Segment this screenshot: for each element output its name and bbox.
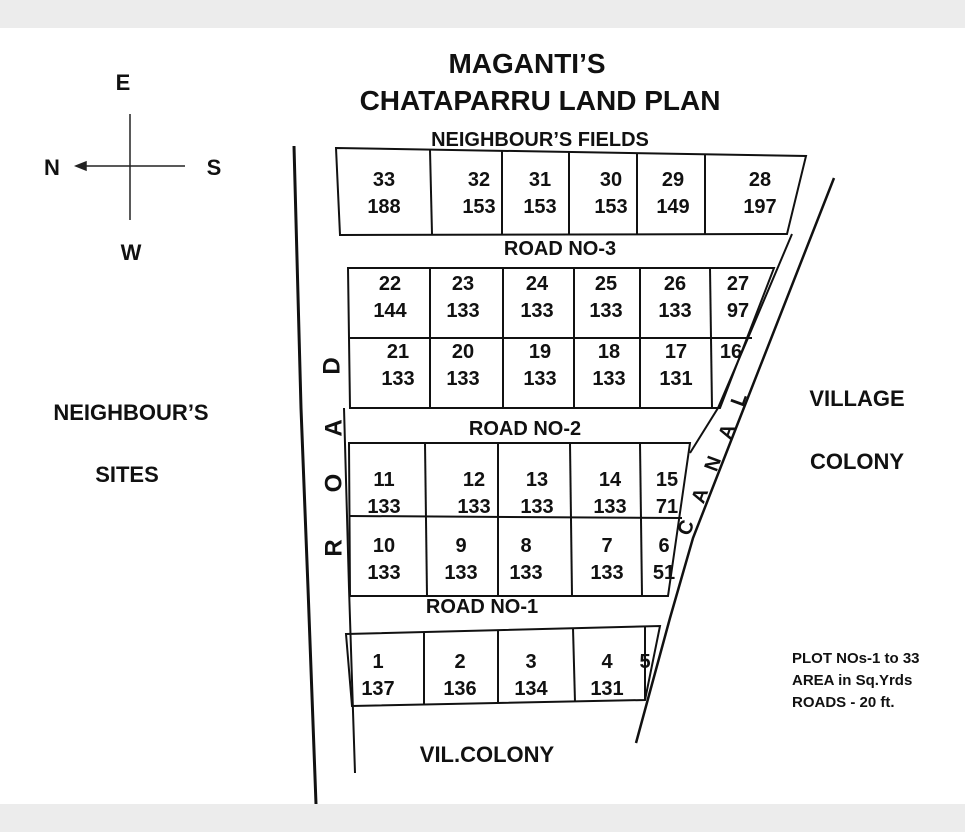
canal-letter: L xyxy=(726,390,752,410)
plot-area: 136 xyxy=(443,678,477,700)
plot-number: 6 xyxy=(658,535,670,557)
plot-25 xyxy=(589,273,622,322)
plot-10 xyxy=(367,535,400,584)
road-no-1-label: ROAD NO-1 xyxy=(425,596,539,618)
road-letter: A xyxy=(320,419,348,437)
plot-number: 8 xyxy=(520,535,532,557)
plot-area: 133 xyxy=(367,496,401,518)
plot-1 xyxy=(361,651,394,700)
plot-15 xyxy=(656,469,678,518)
plot-2 xyxy=(443,651,476,700)
plot-3 xyxy=(514,651,548,700)
plot-number: 11 xyxy=(373,469,395,491)
plot-area: 149 xyxy=(656,196,690,218)
compass-rose xyxy=(76,114,185,220)
plot-area: 133 xyxy=(520,496,554,518)
plot-number: 1 xyxy=(372,651,384,673)
plot-33 xyxy=(367,169,400,218)
plot-area: 133 xyxy=(523,368,557,390)
plot-number: 17 xyxy=(664,341,688,363)
plot-number: 30 xyxy=(599,169,623,191)
compass-north-letter: N xyxy=(44,155,60,180)
plot-area: 131 xyxy=(590,678,624,700)
plot-area: 133 xyxy=(658,300,692,322)
road-letter: R xyxy=(320,539,348,557)
village-colony-label-line1: VILLAGE xyxy=(809,386,905,411)
canal-letter: N xyxy=(700,453,727,475)
plot-area: 133 xyxy=(457,496,491,518)
plot-22 xyxy=(373,273,407,322)
plot-divider xyxy=(573,628,575,702)
plot-number: 14 xyxy=(598,469,622,491)
plot-29 xyxy=(656,169,689,218)
plot-number: 25 xyxy=(594,273,618,295)
neighbours-sites-label-line1: NEIGHBOUR’S xyxy=(53,400,209,425)
plot-divider xyxy=(425,443,427,596)
plot-divider xyxy=(640,443,642,596)
plot-19 xyxy=(523,341,556,390)
vil-colony-label: VIL.COLONY xyxy=(419,742,555,767)
plot-area: 133 xyxy=(444,562,478,584)
plot-21 xyxy=(381,341,414,390)
plot-area: 97 xyxy=(726,300,750,322)
plot-area: 144 xyxy=(373,300,407,322)
plot-number: 16 xyxy=(719,341,743,363)
plot-area: 197 xyxy=(743,196,777,218)
main-road-label xyxy=(318,357,347,556)
plot-9 xyxy=(444,535,477,584)
plot-area: 133 xyxy=(592,368,626,390)
plot-number: 20 xyxy=(451,341,475,363)
plot-6 xyxy=(653,535,675,584)
plot-31 xyxy=(523,169,556,218)
land-plan-sheet xyxy=(0,28,965,804)
road-no-3-label: ROAD NO-3 xyxy=(503,238,617,260)
plot-11 xyxy=(367,469,400,518)
plot-number: 26 xyxy=(663,273,687,295)
plot-number: 13 xyxy=(525,469,549,491)
plot-divider xyxy=(570,443,572,596)
compass-south-letter: S xyxy=(206,155,222,180)
plot-area: 133 xyxy=(509,562,543,584)
compass-west-letter: W xyxy=(120,240,142,265)
plot-area: 137 xyxy=(361,678,395,700)
plot-24 xyxy=(520,273,553,322)
plot-4 xyxy=(590,651,623,700)
road-letter: O xyxy=(320,473,348,493)
plot-number: 22 xyxy=(378,273,402,295)
main-road-west-edge xyxy=(294,146,316,804)
plot-number: 9 xyxy=(455,535,467,557)
plot-number: 24 xyxy=(525,273,549,295)
compass-north-arrow-icon xyxy=(76,162,86,170)
plot-area: 133 xyxy=(520,300,554,322)
plot-28 xyxy=(743,169,776,218)
plot-5 xyxy=(639,651,650,673)
plot-area: 133 xyxy=(593,496,627,518)
plot-12 xyxy=(457,469,490,518)
plot-area: 133 xyxy=(589,300,623,322)
plot-number: 7 xyxy=(601,535,613,557)
road-letter: D xyxy=(318,357,346,375)
plot-number: 21 xyxy=(386,341,410,363)
notes-line3: ROADS - 20 ft. xyxy=(792,694,895,711)
plot-20 xyxy=(446,341,479,390)
plot-number: 5 xyxy=(639,651,651,673)
plot-7 xyxy=(590,535,623,584)
neighbours-fields-label: NEIGHBOUR’S FIELDS xyxy=(431,129,649,151)
plot-8 xyxy=(509,535,542,584)
plot-number: 10 xyxy=(372,535,396,557)
plot-area: 188 xyxy=(367,196,401,218)
village-colony-label-line2: COLONY xyxy=(809,449,905,474)
plot-17 xyxy=(659,341,692,390)
notes-line1: PLOT NOs-1 to 33 xyxy=(792,650,920,667)
compass-east-letter: E xyxy=(115,70,131,95)
plot-number: 12 xyxy=(462,469,486,491)
notes-line2: AREA in Sq.Yrds xyxy=(792,672,913,689)
plan-title-line2: CHATAPARRU LAND PLAN xyxy=(359,85,721,116)
plot-number: 27 xyxy=(726,273,750,295)
plot-16 xyxy=(720,341,742,363)
plot-26 xyxy=(658,273,691,322)
plot-18 xyxy=(592,341,625,390)
plot-area: 153 xyxy=(462,196,496,218)
canal-label xyxy=(674,390,752,538)
canal-letter: A xyxy=(687,485,714,507)
canal-letter: A xyxy=(714,421,741,443)
plot-number: 28 xyxy=(748,169,772,191)
plot-area: 133 xyxy=(381,368,415,390)
plot-number: 4 xyxy=(601,651,613,673)
plot-area: 133 xyxy=(446,368,480,390)
plot-number: 31 xyxy=(528,169,552,191)
plot-number: 33 xyxy=(372,169,396,191)
plot-area: 133 xyxy=(446,300,480,322)
plot-area: 51 xyxy=(652,562,676,584)
plot-number: 19 xyxy=(528,341,552,363)
plot-27 xyxy=(727,273,749,322)
plot-area: 134 xyxy=(514,678,548,700)
block-top xyxy=(336,148,806,235)
plot-32 xyxy=(462,169,495,218)
plot-30 xyxy=(594,169,627,218)
plot-area: 153 xyxy=(523,196,557,218)
plot-area: 153 xyxy=(594,196,628,218)
plot-13 xyxy=(520,469,553,518)
neighbours-sites-label-line2: SITES xyxy=(95,462,159,487)
plot-area: 133 xyxy=(367,562,401,584)
plan-title-line1: MAGANTI’S xyxy=(448,48,606,79)
plot-area: 71 xyxy=(655,496,679,518)
plot-area: 131 xyxy=(659,368,693,390)
canal-letter: C xyxy=(673,517,700,539)
block-top-outline xyxy=(336,148,806,235)
plot-number: 23 xyxy=(451,273,475,295)
plot-number: 32 xyxy=(467,169,491,191)
plot-area: 133 xyxy=(590,562,624,584)
plot-number: 18 xyxy=(597,341,621,363)
plot-number: 3 xyxy=(525,651,537,673)
road-no-2-label: ROAD NO-2 xyxy=(468,418,582,440)
plot-divider xyxy=(430,150,432,234)
plot-14 xyxy=(593,469,626,518)
land-plan-map xyxy=(0,28,965,804)
plot-number: 29 xyxy=(661,169,685,191)
plot-number: 15 xyxy=(655,469,679,491)
plot-number: 2 xyxy=(454,651,466,673)
plot-divider xyxy=(710,268,712,408)
plot-23 xyxy=(446,273,479,322)
